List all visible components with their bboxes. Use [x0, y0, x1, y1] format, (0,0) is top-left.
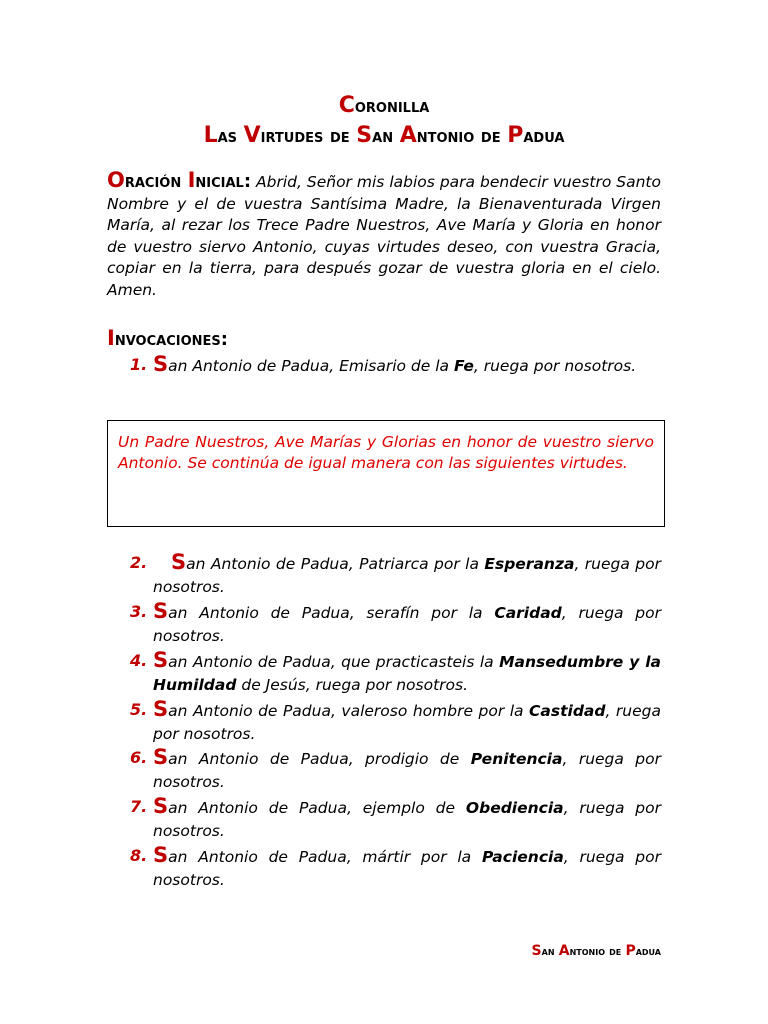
item-number: 1. [130, 355, 148, 374]
title-line-2 [0, 124, 768, 148]
footer-word-2: ntonio de [569, 944, 626, 958]
item-initial: S [153, 599, 169, 623]
item-virtue: Mansedumbre y la Humildad [153, 653, 662, 694]
title-2-initial-2: V [243, 123, 261, 148]
item-number: 8. [130, 846, 148, 865]
item-text: an Antonio de Padua, mártir por la [168, 848, 482, 866]
invocation-item [130, 600, 661, 648]
item-number: 7. [130, 797, 148, 816]
prayer-label [107, 168, 252, 192]
item-initial: S [153, 745, 169, 769]
title-1-rest: oronilla [354, 95, 430, 117]
invocation-item [130, 844, 661, 892]
invocation-item [130, 698, 661, 746]
item-text-end: , ruega por nosotros. [473, 357, 637, 375]
item-text-end: , ruega por nosotros. [153, 750, 662, 791]
footer-initial-2: A [558, 943, 570, 959]
prayer-label-word-1: ración [124, 171, 188, 192]
item-text-end: de Jesús, ruega por nosotros. [236, 676, 469, 694]
invocations-initial: I [107, 326, 115, 350]
invocation-item [130, 746, 661, 794]
item-text: an Antonio de Padua, Patriarca por la [186, 555, 485, 573]
invocation-item [130, 795, 661, 843]
item-virtue: Fe [453, 357, 474, 375]
title-2-word-5: adua [523, 125, 565, 147]
invocations-heading [107, 326, 228, 350]
title-2-initial-3: S [356, 123, 373, 148]
footer-word-3: adua [635, 944, 661, 958]
item-number: 5. [130, 700, 148, 719]
item-text: an Antonio de Padua, serafín por la [168, 604, 495, 622]
item-text: an Antonio de Padua, Emisario de la [168, 357, 454, 375]
instruction-note: Un Padre Nuestros, Ave Marías y Glorias en honor de vuestro siervo Antonio. Se continúa de igual manera con las siguientes virtudes. [107, 420, 665, 527]
footer-word-1: an [541, 944, 559, 958]
prayer-label-initial-2: I [187, 168, 196, 192]
item-text: an Antonio de Padua, valeroso hombre por la [168, 702, 530, 720]
item-text: an Antonio de Padua, prodigio de [168, 750, 471, 768]
item-number: 4. [130, 651, 148, 670]
invocation-item [130, 353, 661, 378]
item-virtue: Castidad [529, 702, 606, 720]
title-2-word-1: as [217, 125, 244, 147]
item-initial: S [153, 843, 169, 867]
item-text-end: , ruega por nosotros. [153, 702, 661, 743]
title-2-word-3: an [372, 125, 400, 147]
item-initial: S [153, 697, 169, 721]
item-initial: S [153, 648, 169, 672]
item-text-end: , ruega por nosotros. [153, 848, 662, 889]
item-virtue: Obediencia [465, 799, 564, 817]
item-text-end: , ruega por nosotros. [153, 799, 662, 840]
item-number: 2. [130, 553, 148, 572]
item-text-end: , ruega por nosotros. [153, 555, 661, 596]
item-text-end: , ruega por nosotros. [153, 604, 661, 645]
title-line-1 [0, 94, 768, 118]
item-virtue: Paciencia [481, 848, 564, 866]
title-1-initial: C [338, 93, 355, 118]
prayer-label-initial-1: O [107, 168, 125, 192]
invocation-item [130, 551, 661, 599]
item-text: an Antonio de Padua, ejemplo de [168, 799, 466, 817]
title-2-word-2: irtudes de [260, 125, 357, 147]
item-initial: S [153, 794, 169, 818]
item-initial: S [153, 352, 169, 376]
item-initial: S [171, 550, 187, 574]
title-2-word-4: ntonio de [416, 125, 508, 147]
title-2-initial-5: P [507, 123, 524, 148]
item-number: 3. [130, 602, 148, 621]
prayer-label-word-2: nicial: [195, 171, 252, 192]
footer-initial-3: P [625, 943, 636, 959]
item-virtue: Penitencia [470, 750, 563, 768]
page-footer [488, 943, 661, 959]
footer-initial-1: S [531, 943, 542, 959]
opening-prayer [107, 170, 661, 301]
item-virtue: Esperanza [484, 555, 575, 573]
invocation-item [130, 649, 661, 697]
invocations-rest: nvocaciones: [114, 329, 228, 350]
item-virtue: Caridad [494, 604, 562, 622]
item-text: an Antonio de Padua, que practicasteis la [168, 653, 500, 671]
title-2-initial-4: A [399, 123, 417, 148]
item-number: 6. [130, 748, 148, 767]
title-2-initial-1: L [203, 123, 218, 148]
prayer-text: Abrid, Señor mis labios para bendecir vuestro Santo Nombre y el de vuestra Santísima Madre, la Bienaventurada Virgen María, al rezar los Trece Padre Nuestros, Ave María y Gloria en honor de vuestro siervo Antonio, cuyas virtudes deseo, con vuestra Gracia, copiar en la tierra, para después gozar de vuestra gloria en el cielo. Amen. [107, 173, 661, 299]
